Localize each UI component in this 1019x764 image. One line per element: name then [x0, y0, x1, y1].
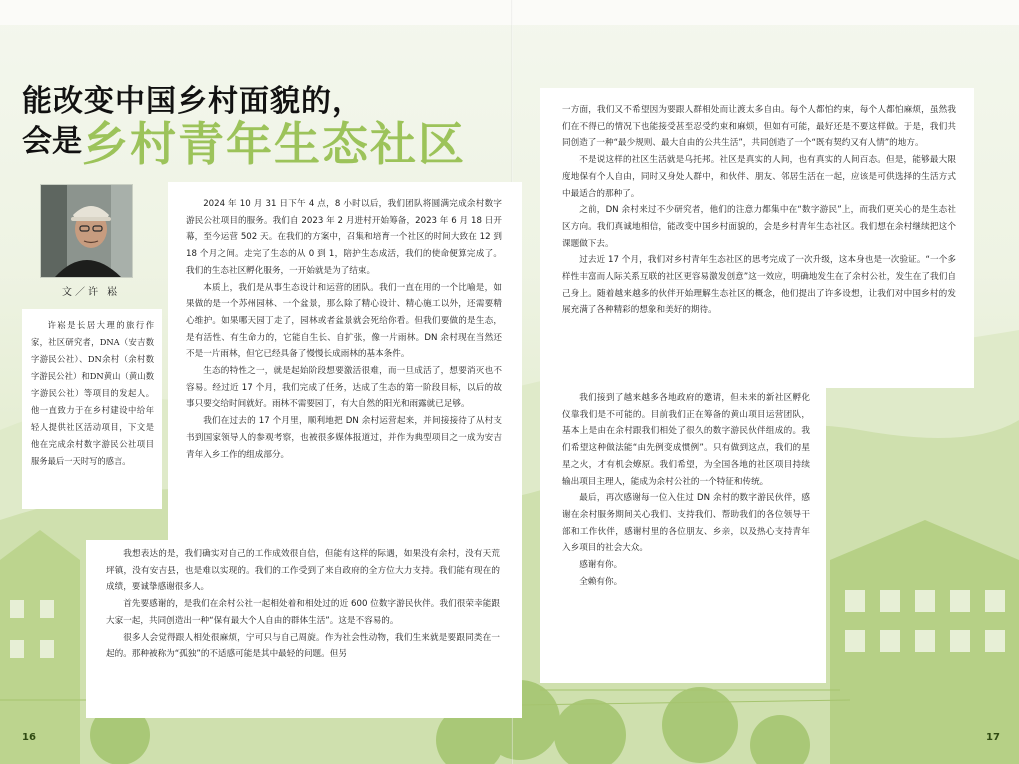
author-portrait-illustration — [41, 185, 132, 277]
article-column-right-bottom — [540, 386, 826, 683]
author-byline: 文／许 崧 — [62, 287, 121, 298]
paragraph: 我想表达的是，我们确实对自己的工作成效很自信，但能有这样的际遇，如果没有余村，没有天荒坪镇，没有安吉县，也是难以实现的。我们的工作受到了来自政府的全方位大力支持。我们能有现在的成绩，要诚挚感谢很多人。 — [106, 549, 500, 593]
article-column-left-top — [168, 182, 522, 542]
paragraph: 我们在过去的 17 个月里，顺利地把 DN 余村运营起来，并间接接待了从村支书到国家领导人的参观考察，也被很多媒体报道过，并作为典型项目之一成为安吉青年入乡工作的组成部分。 — [186, 416, 502, 460]
paragraph: 最后，再次感谢每一位入住过 DN 余村的数字游民伙伴，感谢在余村服务期间关心我们、支持我们、帮助我们的各位领导干部和工作伙伴，感谢村里的各位朋友、乡亲，以及热心支持青年入乡项目的社会大众。 — [562, 493, 810, 554]
paragraph: 之前，DN 余村来过不少研究者，他们的注意力都集中在“数字游民”上，而我们更关心的是生态社区方向。我们真诚地相信，能改变中国乡村面貌的，会是乡村青年生态社区。我们想在余村继续把这个课题做下去。 — [562, 205, 956, 249]
paragraph: 全赖有你。 — [579, 576, 623, 587]
article-column-left-bottom — [86, 540, 522, 718]
paragraph: 本质上，我们是从事生态设计和运营的团队。我们一直在用的一个比喻是，如果做的是一个苏州园林、一个盆景，那么除了精心设计、精心施工以外，还需要精心维护。如果哪天园丁走了，园林或者盆景就会死给你看。但我们要做的是生态，是有活性、有生命力的，它能自生长、自扩张，像一片雨林。DN 余村现在当然还不是一片雨林，但它已经具备了慢慢长成雨林的基本条件。 — [186, 282, 502, 360]
page-number-right: 17 — [986, 732, 1000, 743]
page-number-left: 16 — [22, 732, 36, 743]
article-column-right-top — [540, 88, 974, 388]
paragraph: 过去近 17 个月，我们对乡村青年生态社区的思考完成了一次升级，这本身也是一次验证。“一个多样性丰富而人际关系互联的社区更容易激发创意”这一效应，明确地发生在了余村公社，发生在了我们自己身上。随着越来越多的伙伴开始理解生态社区的概念，他们提出了许多设想，让我们对中国乡村的发展充满了各种精彩的想象和美好的期待。 — [562, 255, 956, 316]
paragraph: 不是说这样的社区生活就是乌托邦。社区是真实的人间，也有真实的人间百态。但是，能够最大限度地保有个人自由，同时又身处人群中，和伙伴、朋友、邻居生活在一起，应该是可供选择的生活方式中最适合的那种了。 — [562, 155, 956, 199]
author-photo — [40, 184, 133, 278]
article-title-line1: 能改变中国乡村面貌的， — [22, 84, 363, 119]
paragraph: 生态的特性之一，就是起始阶段想要激活很难，而一旦成活了，想要消灭也不容易。经过近 17 个月，我们完成了任务，达成了生态的第一阶段目标，以后的故事只要交给时间就好。雨林不需要园丁，有大自然的阳光和雨露就已足够。 — [186, 366, 502, 410]
paragraph: 2024 年 10 月 31 日下午 4 点，8 小时以后，我们团队将圆满完成余村数字游民公社项目的服务。我们自 2023 年 2 月进村开始筹备，2023 年 6 月 18 日开幕，至今运营 502 天。在我们的方案中，召集和培育一个社区的时间大致在 12 到 18 个月之间。走完了生态的从 0 到 1，陪护生态成活，我们的使命便算完成了。我们的生态社区孵化服务，一开始就是为了结束。 — [186, 199, 502, 276]
author-bio-box — [22, 309, 162, 509]
author-bio-text: 许崧是长居大理的旅行作家，社区研究者，DNA（安吉数字游民公社）、DN余村（余村数字游民公社）和DN黄山（黄山数字游民公社）等项目的发起人。他一直致力于在乡村建设中给年轻人提供社区活动项目，下文是他在完成余村数字游民公社项目服务最后一天时写的感言。 — [31, 320, 154, 466]
paragraph: 一方面，我们又不希望因为要跟人群相处而让渡太多自由。每个人都怕约束，每个人都怕麻烦，虽然我们在不得已的情况下也能接受甚至忍受约束和麻烦，但如有可能，最好还是不要这样做。于是，我们共同创造了一种“最少规则、最大自由的公共生活”，共同创造了一个“既有契约又有人情”的地方。 — [562, 105, 956, 149]
paragraph: 首先要感谢的，是我们在余村公社一起相处着和相处过的近 600 位数字游民伙伴。我们很荣幸能跟大家一起，共同创造出一种“保有最大个人自由的群体生活”。这是不容易的。 — [106, 599, 500, 626]
paragraph: 感谢有你。 — [579, 560, 623, 571]
paragraph: 我们接到了越来越多各地政府的邀请，但未来的新社区孵化仪靠我们是不可能的。目前我们正在筹备的黄山项目运营团队，基本上是由在余村跟我们相处了很久的数字游民伙伴组成的。我们希望这种做法能“由先例变成惯例”。只有做到这点，我们的星星之火，才有机会燎原。我们希望，为全国各地的社区项目持续输出项目主理人，能成为余村公社的一个特征和传统。 — [562, 393, 810, 487]
article-title-line2-prefix: 会是 — [22, 124, 82, 159]
paragraph: 很多人会觉得跟人相处很麻烦，宁可只与自己周旋。作为社会性动物，我们生来就是要跟同类在一起的。那种被称为“孤独”的不适感可能是其中最轻的问题。但另 — [106, 632, 500, 660]
article-title-line2-highlight: 乡村青年生态社区 — [82, 117, 466, 171]
